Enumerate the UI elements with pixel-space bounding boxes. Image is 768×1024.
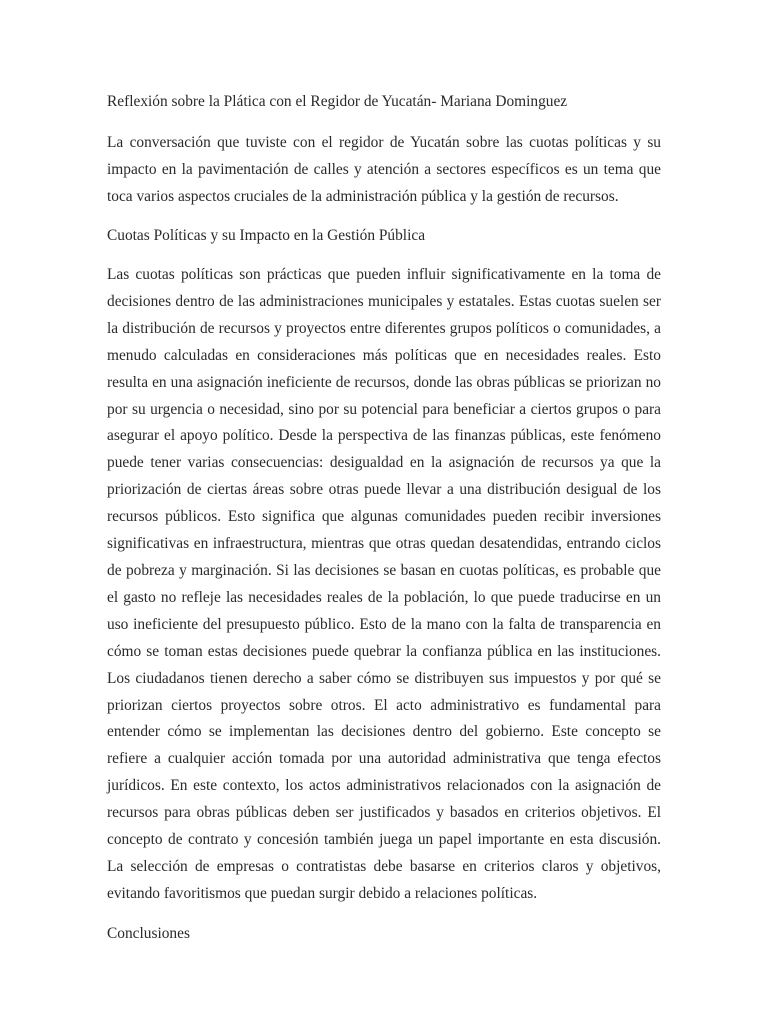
document-content [107,92,661,960]
intro-paragraph: La conversación que tuviste con el regidor de Yucatán sobre las cuotas políticas y su impacto en la pavimentación de calles y atención a sectores específicos es un tema que toca varios aspectos cruciales de la administración pública y la gestión de recursos. [107,134,661,205]
conclusions-heading: Conclusiones [107,924,190,942]
body-paragraph: Las cuotas políticas son prácticas que pueden influir significativamente en la toma de decisiones dentro de las administraciones municipales y estatales. Estas cuotas suelen ser la distribución de recursos y proyectos entre diferentes grupos políticos o comunidades, a menudo calculadas en consideraciones más políticas que en necesidades reales. Esto resulta en una asignación ineficiente de recursos, donde las obras públicas se priorizan no por su urgencia o necesidad, sino por su potencial para beneficiar a ciertos grupos o para asegurar el apoyo político. Desde la perspectiva de las finanzas públicas, este fenómeno puede tener varias consecuencias: desigualdad en la asignación de recursos ya que la priorización de ciertas áreas sobre otras puede llevar a una distribución desigual de los recursos públicos. Esto significa que algunas comunidades pueden recibir inversiones significativas en infraestructura, mientras que otras quedan desatendidas, entrando ciclos de pobreza y marginación. Si las decisiones se basan en cuotas políticas, es probable que el gasto no refleje las necesidades reales de la población, lo que puede traducirse en un uso ineficiente del presupuesto público. Esto de la mano con la falta de transparencia en cómo se toman estas decisiones puede quebrar la confianza pública en las instituciones. Los ciudadanos tienen derecho a saber cómo se distribuyen sus impuestos y por qué se priorizan ciertos proyectos sobre otros. El acto administrativo es fundamental para entender cómo se implementan las decisiones dentro del gobierno. Este concepto se refiere a cualquier acción tomada por una autoridad administrativa que tenga efectos jurídicos. En este contexto, los actos administrativos relacionados con la asignación de recursos para obras públicas deben ser justificados y basados en criterios objetivos. El concepto de contrato y concesión también juega un papel importante en esta discusión. La selección de empresas o contratistas debe basarse en criterios claros y objetivos, evitando favoritismos que puedan surgir debido a relaciones políticas. [107,266,661,902]
section-heading: Cuotas Políticas y su Impacto en la Gestión Pública [107,227,426,244]
document-title: Reflexión sobre la Plática con el Regidor de Yucatán- Mariana Dominguez [107,93,568,110]
